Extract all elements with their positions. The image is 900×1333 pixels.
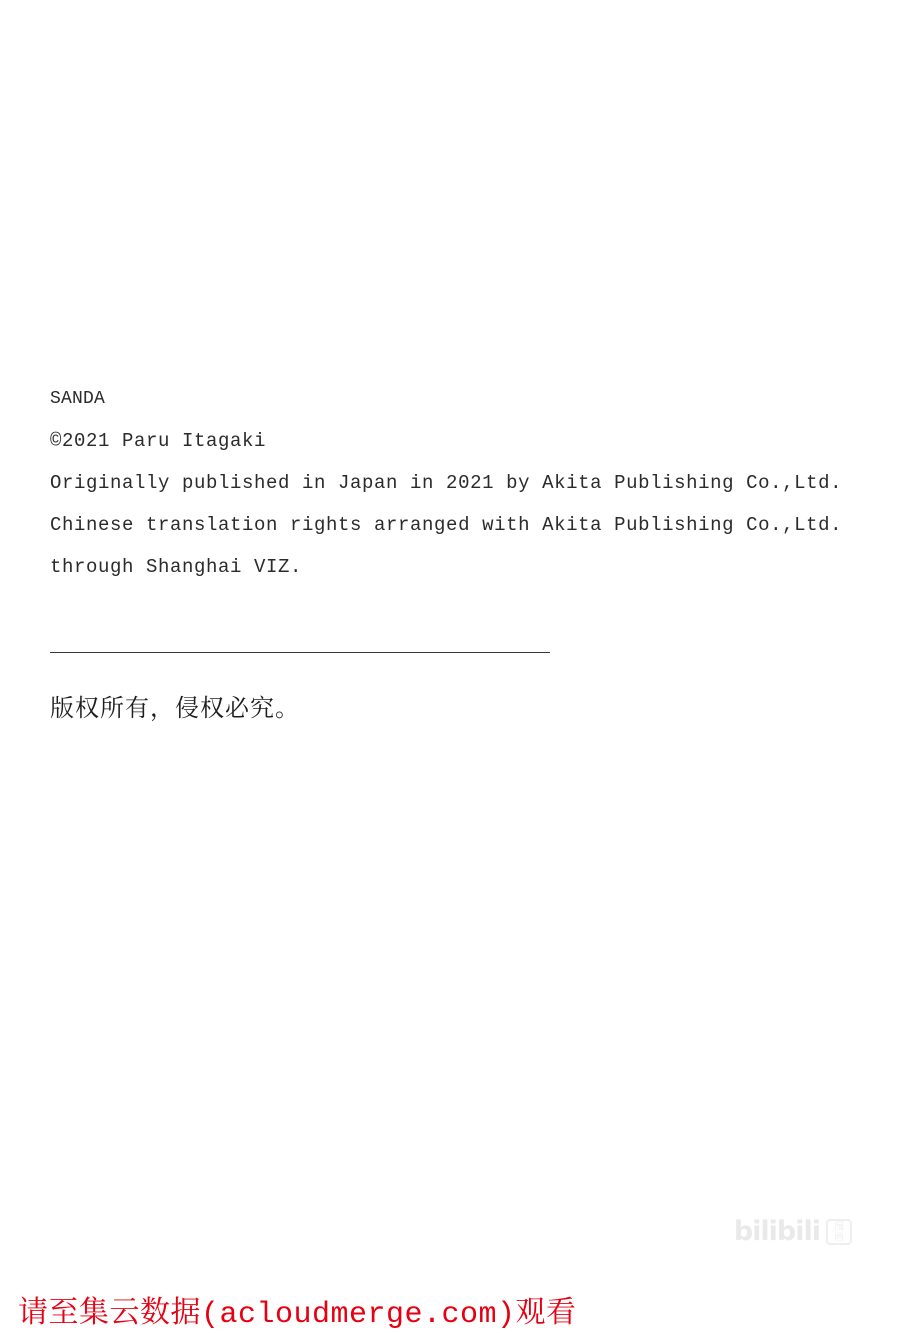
copyright-line-title: SANDA (50, 389, 106, 409)
bilibili-watermark (734, 1216, 852, 1247)
copyright-line-agent: through Shanghai VIZ. (50, 556, 303, 578)
copyright-block (50, 378, 843, 588)
rights-reserved-note: 版权所有，侵权必究。 (50, 696, 300, 722)
copyright-line-holder: ©2021 Paru Itagaki (50, 430, 267, 452)
bilibili-logo-text: bilibili (733, 1216, 820, 1247)
copyright-line-translation-rights: Chinese translation rights arranged with Akita Publishing Co.,Ltd. (50, 514, 843, 536)
divider (50, 652, 550, 653)
manga-badge-line2: 画 (834, 1231, 844, 1243)
source-banner: 请至集云数据(acloudmerge.com)观看 (18, 1298, 577, 1332)
manga-badge-icon (826, 1219, 852, 1245)
copyright-line-original-publication: Originally published in Japan in 2021 by Akita Publishing Co.,Ltd. (50, 472, 843, 494)
manga-badge-line1: 漫 (834, 1220, 844, 1232)
